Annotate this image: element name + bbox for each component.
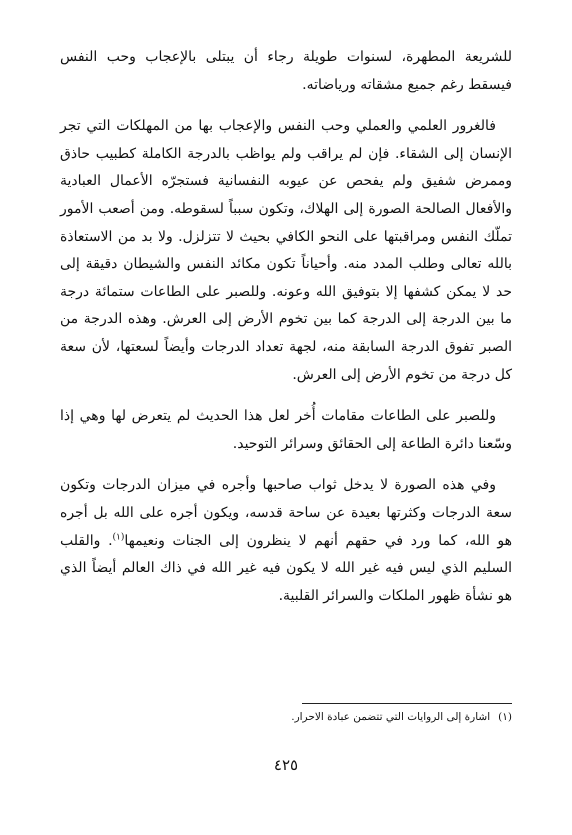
- paragraph-4-part-1: وفي هذه الصورة لا يدخل ثواب صاحبها وأجره في ميزان الدرجات وتكون سعة الدرجات وكثرتها بعيدة عن ساحة قدسه، ويكون أجره على الله بل أجره هو الله، كما ورد في حقهم أنهم لا ينظرون إلى الجنات ونعيمها: [60, 477, 513, 549]
- paragraph-4: [60, 472, 512, 610]
- footnote: [60, 708, 512, 726]
- paragraph-1: للشريعة المطهرة، لسنوات طويلة رجاء أن يبتلى بالإعجاب وحب النفس فيسقط رغم جميع مشقاته ورياضاته.: [60, 49, 512, 93]
- footnote-divider: [302, 703, 512, 704]
- footnote-text: اشارة إلى الروايات التي تتضمن عبادة الاحرار.: [291, 711, 491, 723]
- paragraph-4-part-2: والقلب السليم الذي ليس فيه غير الله لا يكون فيه غير الله في ذاك العالم أيضاً الذي هو نشأة ظهور الملكات والسرائر القلبية.: [60, 532, 512, 604]
- page-number: ٤٢٥: [273, 756, 299, 774]
- paragraph-4-period: .: [108, 532, 113, 549]
- footnote-marker[interactable]: (١): [112, 531, 125, 542]
- footnote-number: (١): [498, 711, 512, 723]
- body-text: [60, 44, 512, 624]
- paragraph-2: فالغرور العلمي والعملي وحب النفس والإعجاب بها من المهلكات التي تجر الإنسان إلى الشقاء. فإن لم يراقب ولم يواظب بالدرجة الكاملة كطبيب حاذق وممرض شفيق ولم يفحص عن عيوبه النفسانية فستجرّه الأعمال العبادية والأفعال الصالحة الصورة إلى الهلاك، وتكون سبباً لسقوطه. ومن أصعب الأمور تملّك النفس ومراقبتها على النحو الكافي بحيث لا تتزلزل. ولا بد من الاستعاذة بالله تعالى وطلب المدد منه. وأحياناً تكون مكائد النفس والشيطان دقيقة إلى حد لا يمكن كشفها إلا بتوفيق الله وعونه. وللصبر على الطاعات ستمائة درجة ما بين الدرجة إلى الدرجة كما بين تخوم الأرض إلى العرش. وهذه الدرجة من الصبر تفوق الدرجة السابقة منه، لجهة تعداد الدرجات وأيضاً لسعتها، لأن سعة كل درجة من تخوم الأرض إلى العرش.: [60, 118, 513, 383]
- paragraph-3: وللصبر على الطاعات مقامات أُخر لعل هذا الحديث لم يتعرض لها وهي إذا وسّعنا دائرة الطاعة إلى الحقائق وسرائر التوحيد.: [60, 408, 512, 452]
